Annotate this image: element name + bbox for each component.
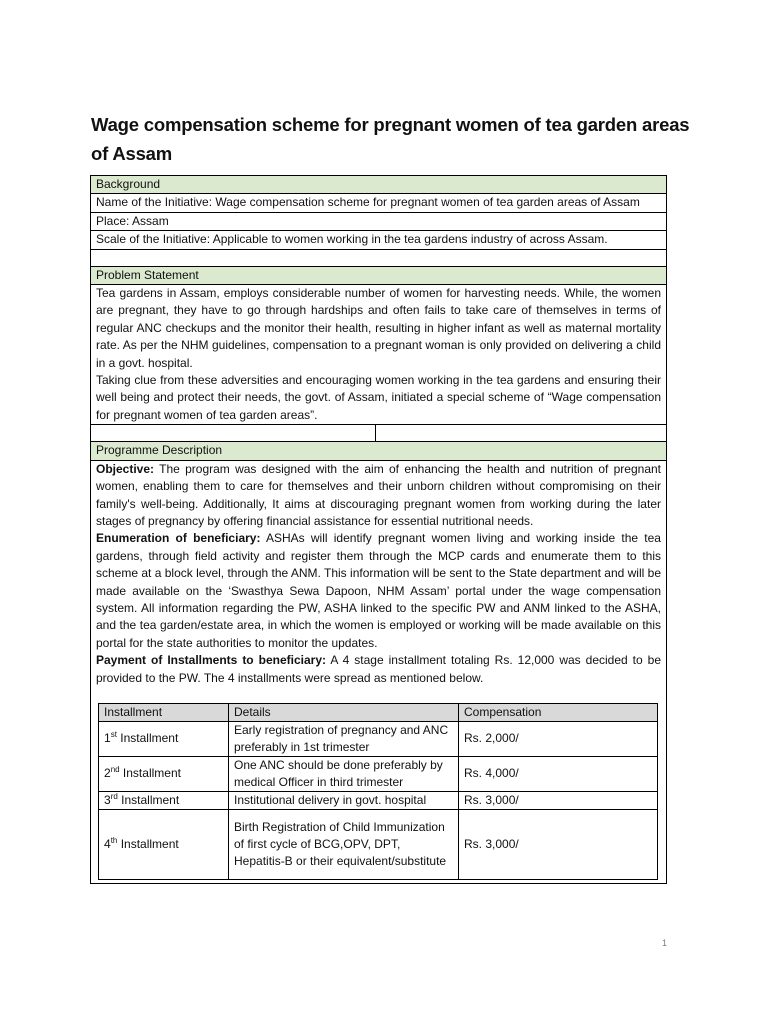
blank-split-row: [91, 425, 667, 442]
enumeration-paragraph: [96, 530, 661, 652]
initiative-name: Name of the Initiative: Wage compensation scheme for pregnant women of tea garden areas of Assam: [91, 194, 667, 212]
initiative-table: [90, 175, 667, 884]
problem-paragraph-1: Tea gardens in Assam, employs considerable number of women for harvesting needs. While, the women are pregnant, they have to go through hardships and often fails to take care of themselves in terms of regular ANC checkups and the monitor their health, resulting in higher infant as well as maternal mortality rate. As per the NHM guidelines, compensation to a pregnant woman is only provided on delivering a child in a govt. hospital.: [96, 286, 661, 370]
installment-details: One ANC should be done preferably by medical Officer in third trimester: [229, 756, 459, 791]
enumeration-label: Enumeration of beneficiary:: [96, 531, 261, 546]
installment-label: 2nd Installment: [99, 756, 229, 791]
payment-text: A 4 stage installment totaling Rs. 12,000 was decided to be provided to the PW. The 4 installments were spread as mentioned below.: [96, 653, 662, 685]
background-header: Background: [91, 176, 667, 194]
place: Place: Assam: [91, 212, 667, 230]
installment-amount: Rs. 3,000/: [459, 791, 658, 809]
payment-paragraph: [96, 652, 661, 687]
page-number: 1: [662, 938, 668, 948]
objective-label: Objective:: [96, 461, 155, 476]
page-title: Wage compensation scheme for pregnant women of tea garden areas of Assam: [91, 114, 690, 164]
problem-paragraph-2: Taking clue from these adversities and encouraging women working in the tea gardens and ensuring their well being and protect their needs, the govt. of Assam, initiated a special scheme of “Wage compensation for pregnant women of tea garden areas”.: [96, 373, 661, 422]
installment-label: 4th Installment: [99, 809, 229, 879]
problem-statement-header: Problem Statement: [91, 266, 667, 284]
enumeration-text: ASHAs will identify pregnant women living and working inside the tea gardens, through field activity and register them through the MCP cards and enumerate them to this scheme at a block level, through the ANM. This information will be sent to the State department and will be made available on the ‘Swasthya Sewa Dapoon, NHM Assam’ portal under the wage compensation system. All information regarding the PW, ASHA linked to the specific PW and ANM linked to the ASHA, and the tea garden/estate area, in which the women is employed or working will be made available on this portal for the state authorities to monitor the updates.: [96, 531, 661, 650]
installment-amount: Rs. 4,000/: [459, 756, 658, 791]
installments-header-compensation: Compensation: [459, 703, 658, 721]
objective-paragraph: [96, 461, 661, 531]
installment-details: Birth Registration of Child Immunization of first cycle of BCG,OPV, DPT, Hepatitis-B or their equivalent/substitute: [229, 809, 459, 879]
installments-header-details: Details: [229, 703, 459, 721]
installments-header-installment: Installment: [99, 703, 229, 721]
installment-amount: Rs. 2,000/: [459, 721, 658, 756]
installments-table: [98, 703, 658, 880]
objective-text: The program was designed with the aim of enhancing the health and nutrition of pregnant women, enabling them to care for themselves and their unborn children without compromising on their family's well-being. Additionally, It aims at discouraging pregnant women from working during the later stages of pregnancy by offering financial assistance for essential nutritional needs.: [96, 461, 661, 528]
problem-statement-body: [91, 285, 667, 425]
installment-label: 3rd Installment: [99, 791, 229, 809]
installment-details: Institutional delivery in govt. hospital: [229, 791, 459, 809]
scale: Scale of the Initiative: Applicable to women working in the tea gardens industry of across Assam.: [91, 231, 667, 249]
programme-description-body: [91, 460, 667, 883]
installment-label: 1st Installment: [99, 721, 229, 756]
installment-details: Early registration of pregnancy and ANC preferably in 1st trimester: [229, 721, 459, 756]
blank-row: [91, 249, 667, 266]
payment-label: Payment of Installments to beneficiary:: [96, 653, 326, 668]
installment-amount: Rs. 3,000/: [459, 809, 658, 879]
programme-description-header: Programme Description: [91, 442, 667, 460]
